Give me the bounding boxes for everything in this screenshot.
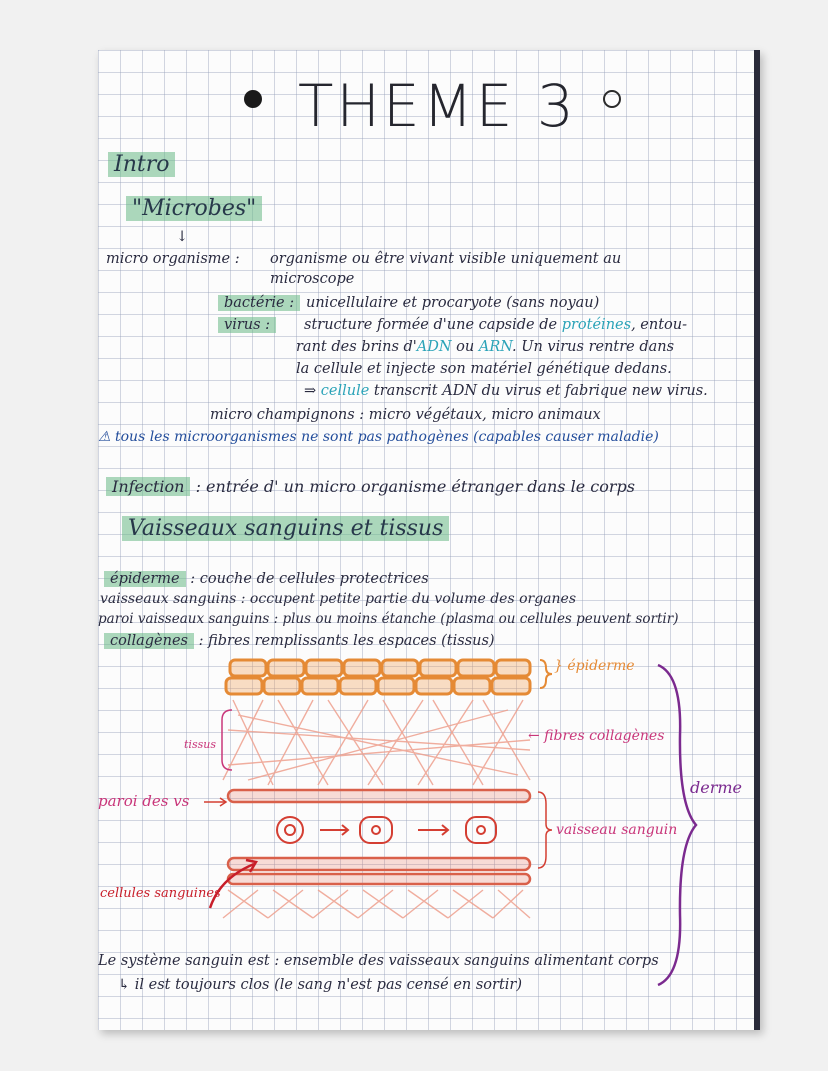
conclusion-line-2: ↳ il est toujours clos (le sang n'est pas censé en sortir) [118,977,522,993]
virus-def: ⇒ cellule transcrit ADN du virus et fabrique new virus. [304,383,708,399]
def-vaisseaux: vaisseaux sanguins : occupent petite partie du volume des organes [100,591,577,607]
label-vaisseau: vaisseau sanguin [556,822,678,838]
micro-label: micro organisme : [106,251,240,267]
label-derme: derme [690,778,742,797]
blood-cells [277,817,496,843]
virus-def: structure formée d'une capside de protéines, entou- [304,317,687,333]
virus-def: rant des brins d'ADN ou ARN. Un virus rentre dans [296,339,675,355]
collagen-fibres [223,700,530,918]
vessel-walls [228,790,530,884]
label-paroi: paroi des vs [98,792,190,810]
warning-line: ⚠ tous les microorganismes ne sont pas pathogènes (capables causer maladie) [98,429,659,445]
virus-label: virus : [218,316,276,334]
arrow-down: ↓ [176,229,189,245]
heading-vaisseaux: Vaisseaux sanguins et tissus [122,520,449,538]
heading-intro: Intro [108,156,175,174]
label-epiderme: } épiderme [554,658,635,674]
bacterie-label: bactérie : [218,294,300,312]
def-paroi: paroi vaisseaux sanguins : plus ou moins étanche (plasma ou cellules peuvent sortir) [98,611,679,627]
skin-diagram [98,50,760,1030]
page-title: THEME 3 [298,72,577,140]
epidermis-cells [226,660,530,694]
heading-microbes: "Microbes" [126,200,262,218]
def-epiderme: épiderme : couche de cellules protectrices [104,570,429,588]
notebook-page [98,50,760,1030]
conclusion-line-1: Le système sanguin est : ensemble des vaisseaux sanguins alimentant corps [98,953,659,969]
champignons-line: micro champignons : micro végétaux, micro animaux [210,407,601,423]
bacterie-def: unicellulaire et procaryote (sans noyau) [306,295,600,311]
def-collagenes: collagènes : fibres remplissants les espaces (tissus) [104,632,495,650]
label-fibres: ← fibres collagènes [528,728,665,744]
label-cellules: cellules sanguines [100,886,221,901]
virus-def: la cellule et injecte son matériel génétique dedans. [296,361,672,377]
micro-def: organisme ou être vivant visible uniquement au [270,251,622,267]
infection-line: Infection : entrée d' un micro organisme étranger dans le corps [106,478,635,496]
micro-def: microscope [270,271,355,287]
label-tissus: tissus [184,738,216,751]
